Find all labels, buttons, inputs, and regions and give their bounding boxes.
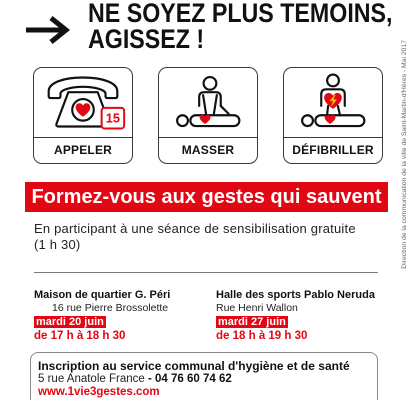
defibrillator-icon — [284, 68, 382, 137]
session-date-row — [216, 315, 375, 330]
registration-address: 5 rue Anatole France — [38, 373, 145, 385]
intro-text — [34, 221, 356, 253]
session-block — [34, 289, 170, 343]
action-card-call — [33, 67, 133, 164]
phone-heart-icon — [34, 68, 132, 137]
intro-line-1: En participant à une séance de sensibilisation gratuite — [34, 221, 356, 236]
session-block — [216, 289, 375, 343]
credit-line: Direction de la communication de la ville de Saint-Martin-d'Hères - Mai 2017 — [401, 40, 408, 269]
action-card-icon-area — [284, 68, 382, 137]
headline — [88, 0, 393, 52]
registration-website-link[interactable]: www.1vie3gestes.com — [38, 386, 160, 398]
registration-box — [30, 352, 378, 400]
emergency-number-badge: 15 — [105, 110, 120, 126]
registration-phone: 04 76 60 74 62 — [155, 373, 232, 385]
action-card-icon-area — [159, 68, 257, 137]
action-card-massage — [158, 67, 258, 164]
action-label-call: APPELER — [34, 137, 132, 163]
session-date: mardi 27 juin — [218, 316, 286, 328]
session-date-row — [34, 315, 170, 330]
action-card-defibrillate — [283, 67, 383, 164]
action-label-defibrillate: DÉFIBRILLER — [284, 137, 382, 163]
session-venue: Halle des sports Pablo Neruda — [216, 289, 375, 301]
session-date: mardi 20 juin — [36, 316, 104, 328]
session-venue: Maison de quartier G. Péri — [34, 289, 171, 301]
action-label-massage: MASSER — [159, 137, 257, 163]
session-time: de 17 h à 18 h 30 — [34, 330, 126, 342]
arrow-right-icon — [24, 15, 72, 45]
headline-line-1: NE SOYEZ PLUS TEMOINS, — [88, 0, 393, 28]
action-card-icon-area — [34, 68, 132, 137]
session-address: 16 rue Pierre Brossolette — [52, 302, 169, 314]
session-time: de 18 h à 19 h 30 — [216, 330, 308, 342]
cardiac-massage-icon — [159, 68, 257, 137]
headline-line-2: AGISSEZ ! — [88, 24, 205, 54]
intro-line-2: (1 h 30) — [34, 237, 81, 252]
registration-phone-group — [148, 373, 232, 385]
registration-title: Inscription au service communal d'hygiène et de santé — [38, 359, 350, 373]
session-address: Rue Henri Wallon — [216, 302, 298, 314]
training-banner: Formez-vous aux gestes qui sauvent — [25, 182, 388, 212]
registration-contact — [38, 373, 377, 386]
section-divider — [34, 272, 378, 273]
registration-separator: - — [147, 373, 152, 385]
